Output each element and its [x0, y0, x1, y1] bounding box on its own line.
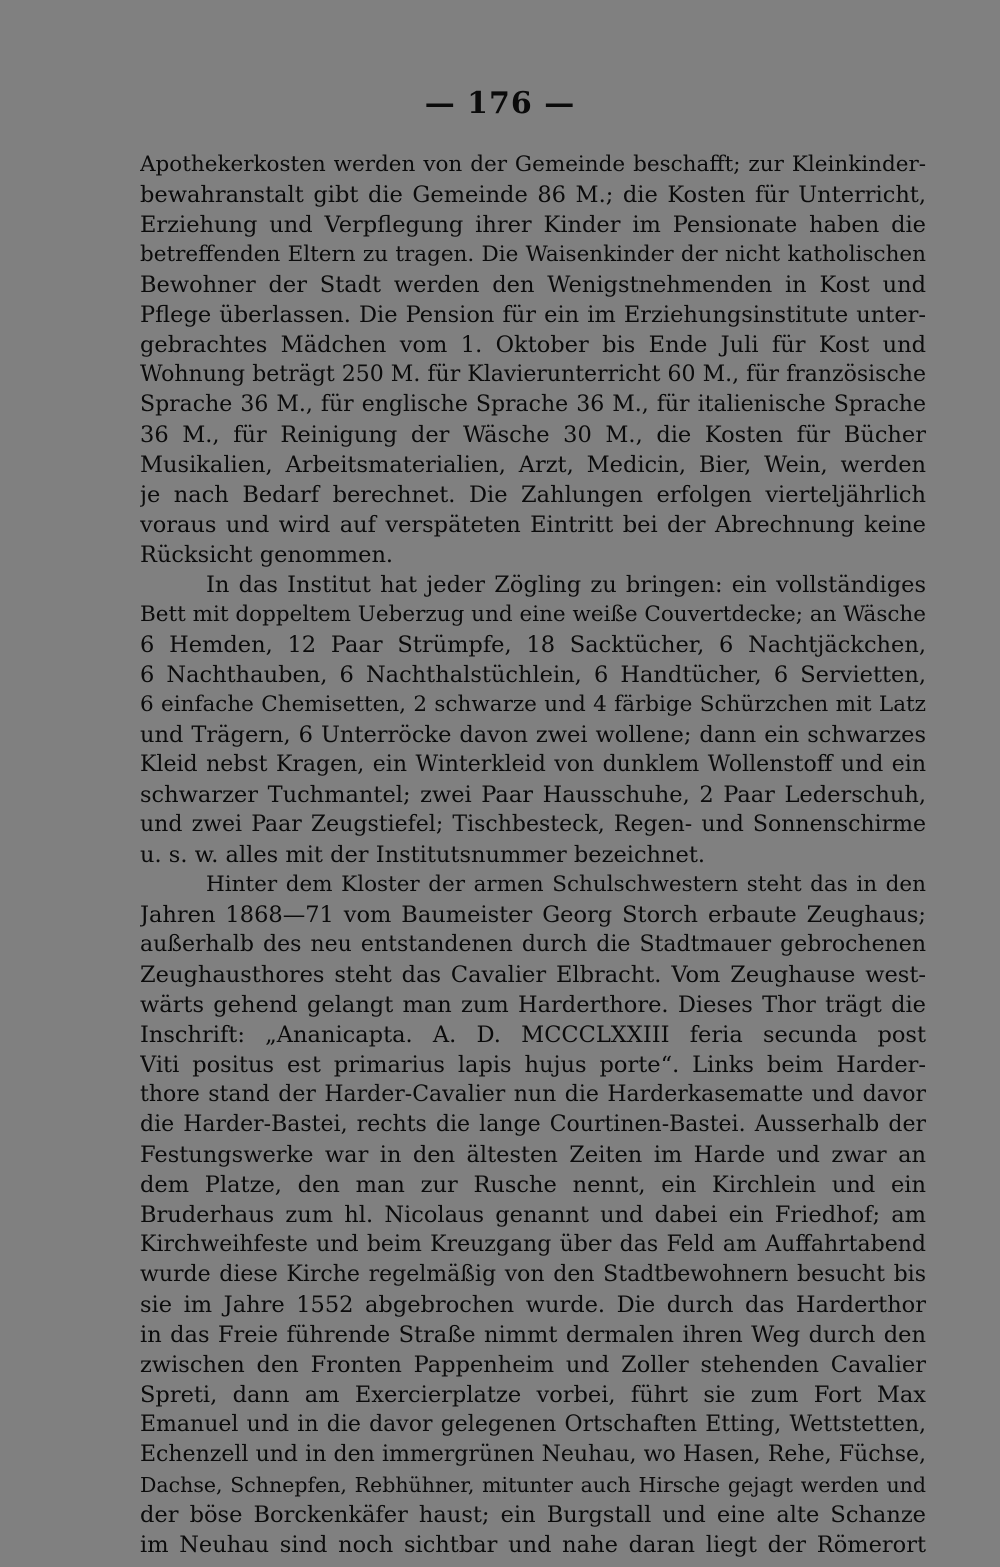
text-line: Sprache 36 M., für englische Sprache 36 M., für italienische Sprache	[140, 392, 926, 417]
text-line: dem Platze, den man zur Rusche nennt, ein Kirchlein und ein	[140, 1172, 926, 1198]
text-line: In das Institut hat jeder Zögling zu bringen: ein vollständiges	[206, 572, 926, 598]
text-line: bewahranstalt gibt die Gemeinde 86 M.; die Kosten für Unterricht,	[140, 182, 926, 208]
text-line: betreffenden Eltern zu tragen. Die Waisenkinder der nicht katholischen	[140, 242, 926, 267]
text-line: u. s. w. alles mit der Institutsnummer bezeichnet.	[140, 842, 706, 868]
text-line: schwarzer Tuchmantel; zwei Paar Hausschuhe, 2 Paar Lederschuh,	[140, 782, 926, 808]
text-line: Musikalien, Arbeitsmaterialien, Arzt, Medicin, Bier, Wein, werden	[140, 452, 926, 478]
text-line: im Neuhau sind noch sichtbar und nahe daran liegt der Römerort	[140, 1532, 926, 1558]
text-line: Viti positus est primarius lapis hujus porte“. Links beim Harder-	[140, 1052, 926, 1078]
text-line: Echenzell und in den immergrünen Neuhau, wo Hasen, Rehe, Füchse,	[140, 1442, 926, 1467]
text-line: Dachse, Schnepfen, Rebhühner, mitunter auch Hirsche gejagt werden und	[140, 1473, 926, 1497]
text-line: 6 Nachthauben, 6 Nachthalstüchlein, 6 Handtücher, 6 Servietten,	[140, 662, 926, 688]
text-line: voraus und wird auf verspäteten Eintritt bei der Abrechnung keine	[140, 512, 926, 538]
text-line: Inschrift: „Ananicapta. A. D. MCCCLXXIII feria secunda post	[140, 1022, 926, 1048]
text-line: Zeughausthores steht das Cavalier Elbracht. Vom Zeughause west-	[140, 962, 926, 988]
page-number: — 176 —	[424, 86, 576, 121]
text-line: je nach Bedarf berechnet. Die Zahlungen erfolgen vierteljährlich	[140, 482, 926, 508]
text-line: Wohnung beträgt 250 M. für Klavierunterricht 60 M., für französische	[140, 362, 926, 387]
text-line: in das Freie führende Straße nimmt dermalen ihren Weg durch den	[140, 1322, 926, 1348]
text-line: thore stand der Harder-Cavalier nun die Harderkasematte und davor	[140, 1082, 926, 1107]
text-line: gebrachtes Mädchen vom 1. Oktober bis Ende Juli für Kost und	[140, 332, 926, 358]
text-line: Bewohner der Stadt werden den Wenigstnehmenden in Kost und	[140, 272, 926, 298]
text-line: Erziehung und Verpflegung ihrer Kinder im Pensionate haben die	[140, 212, 926, 238]
text-line: wärts gehend gelangt man zum Harderthore. Dieses Thor trägt die	[140, 992, 926, 1018]
text-line: außerhalb des neu entstandenen durch die Stadtmauer gebrochenen	[140, 932, 926, 957]
text-line: Hinter dem Kloster der armen Schulschwestern steht das in den	[206, 872, 926, 897]
text-line: Pflege überlassen. Die Pension für ein im Erziehungsinstitute unter-	[140, 302, 926, 328]
text-line: Festungswerke war in den ältesten Zeiten im Harde und zwar an	[140, 1142, 926, 1168]
text-line: 6 Hemden, 12 Paar Strümpfe, 18 Sacktücher, 6 Nachtjäckchen,	[140, 632, 926, 658]
text-line: die Harder-Bastei, rechts die lange Courtinen-Bastei. Ausserhalb der	[140, 1112, 926, 1137]
text-line: 6 einfache Chemisetten, 2 schwarze und 4 färbige Schürzchen mit Latz	[140, 692, 926, 717]
text-line: Bett mit doppeltem Ueberzug und eine weiße Couvertdecke; an Wäsche	[140, 602, 926, 627]
text-line: der böse Borckenkäfer haust; ein Burgstall und eine alte Schanze	[140, 1502, 926, 1528]
text-line: Bruderhaus zum hl. Nicolaus genannt und dabei ein Friedhof; am	[140, 1202, 926, 1228]
text-line: Kirchweihfeste und beim Kreuzgang über das Feld am Auffahrtabend	[140, 1232, 926, 1257]
text-line: Kleid nebst Kragen, ein Winterkleid von dunklem Wollenstoff und ein	[140, 752, 926, 777]
text-line: Apothekerkosten werden von der Gemeinde beschafft; zur Kleinkinder-	[140, 152, 926, 177]
body-text	[140, 150, 926, 1560]
text-line: Jahren 1868—71 vom Baumeister Georg Storch erbaute Zeughaus;	[140, 902, 926, 928]
text-line: Emanuel und in die davor gelegenen Ortschaften Etting, Wettstetten,	[140, 1412, 926, 1437]
text-line: Rücksicht genommen.	[140, 542, 394, 568]
text-line: wurde diese Kirche regelmäßig von den Stadtbewohnern besucht bis	[140, 1262, 926, 1287]
text-line: und Trägern, 6 Unterröcke davon zwei wollene; dann ein schwarzes	[140, 722, 926, 748]
text-line: zwischen den Fronten Pappenheim und Zoller stehenden Cavalier	[140, 1352, 926, 1378]
text-line: Spreti, dann am Exercierplatze vorbei, führt sie zum Fort Max	[140, 1382, 926, 1408]
text-line: und zwei Paar Zeugstiefel; Tischbesteck, Regen- und Sonnenschirme	[140, 812, 926, 837]
text-line: sie im Jahre 1552 abgebrochen wurde. Die durch das Harderthor	[140, 1292, 926, 1318]
text-line: 36 M., für Reinigung der Wäsche 30 M., die Kosten für Bücher	[140, 422, 926, 448]
